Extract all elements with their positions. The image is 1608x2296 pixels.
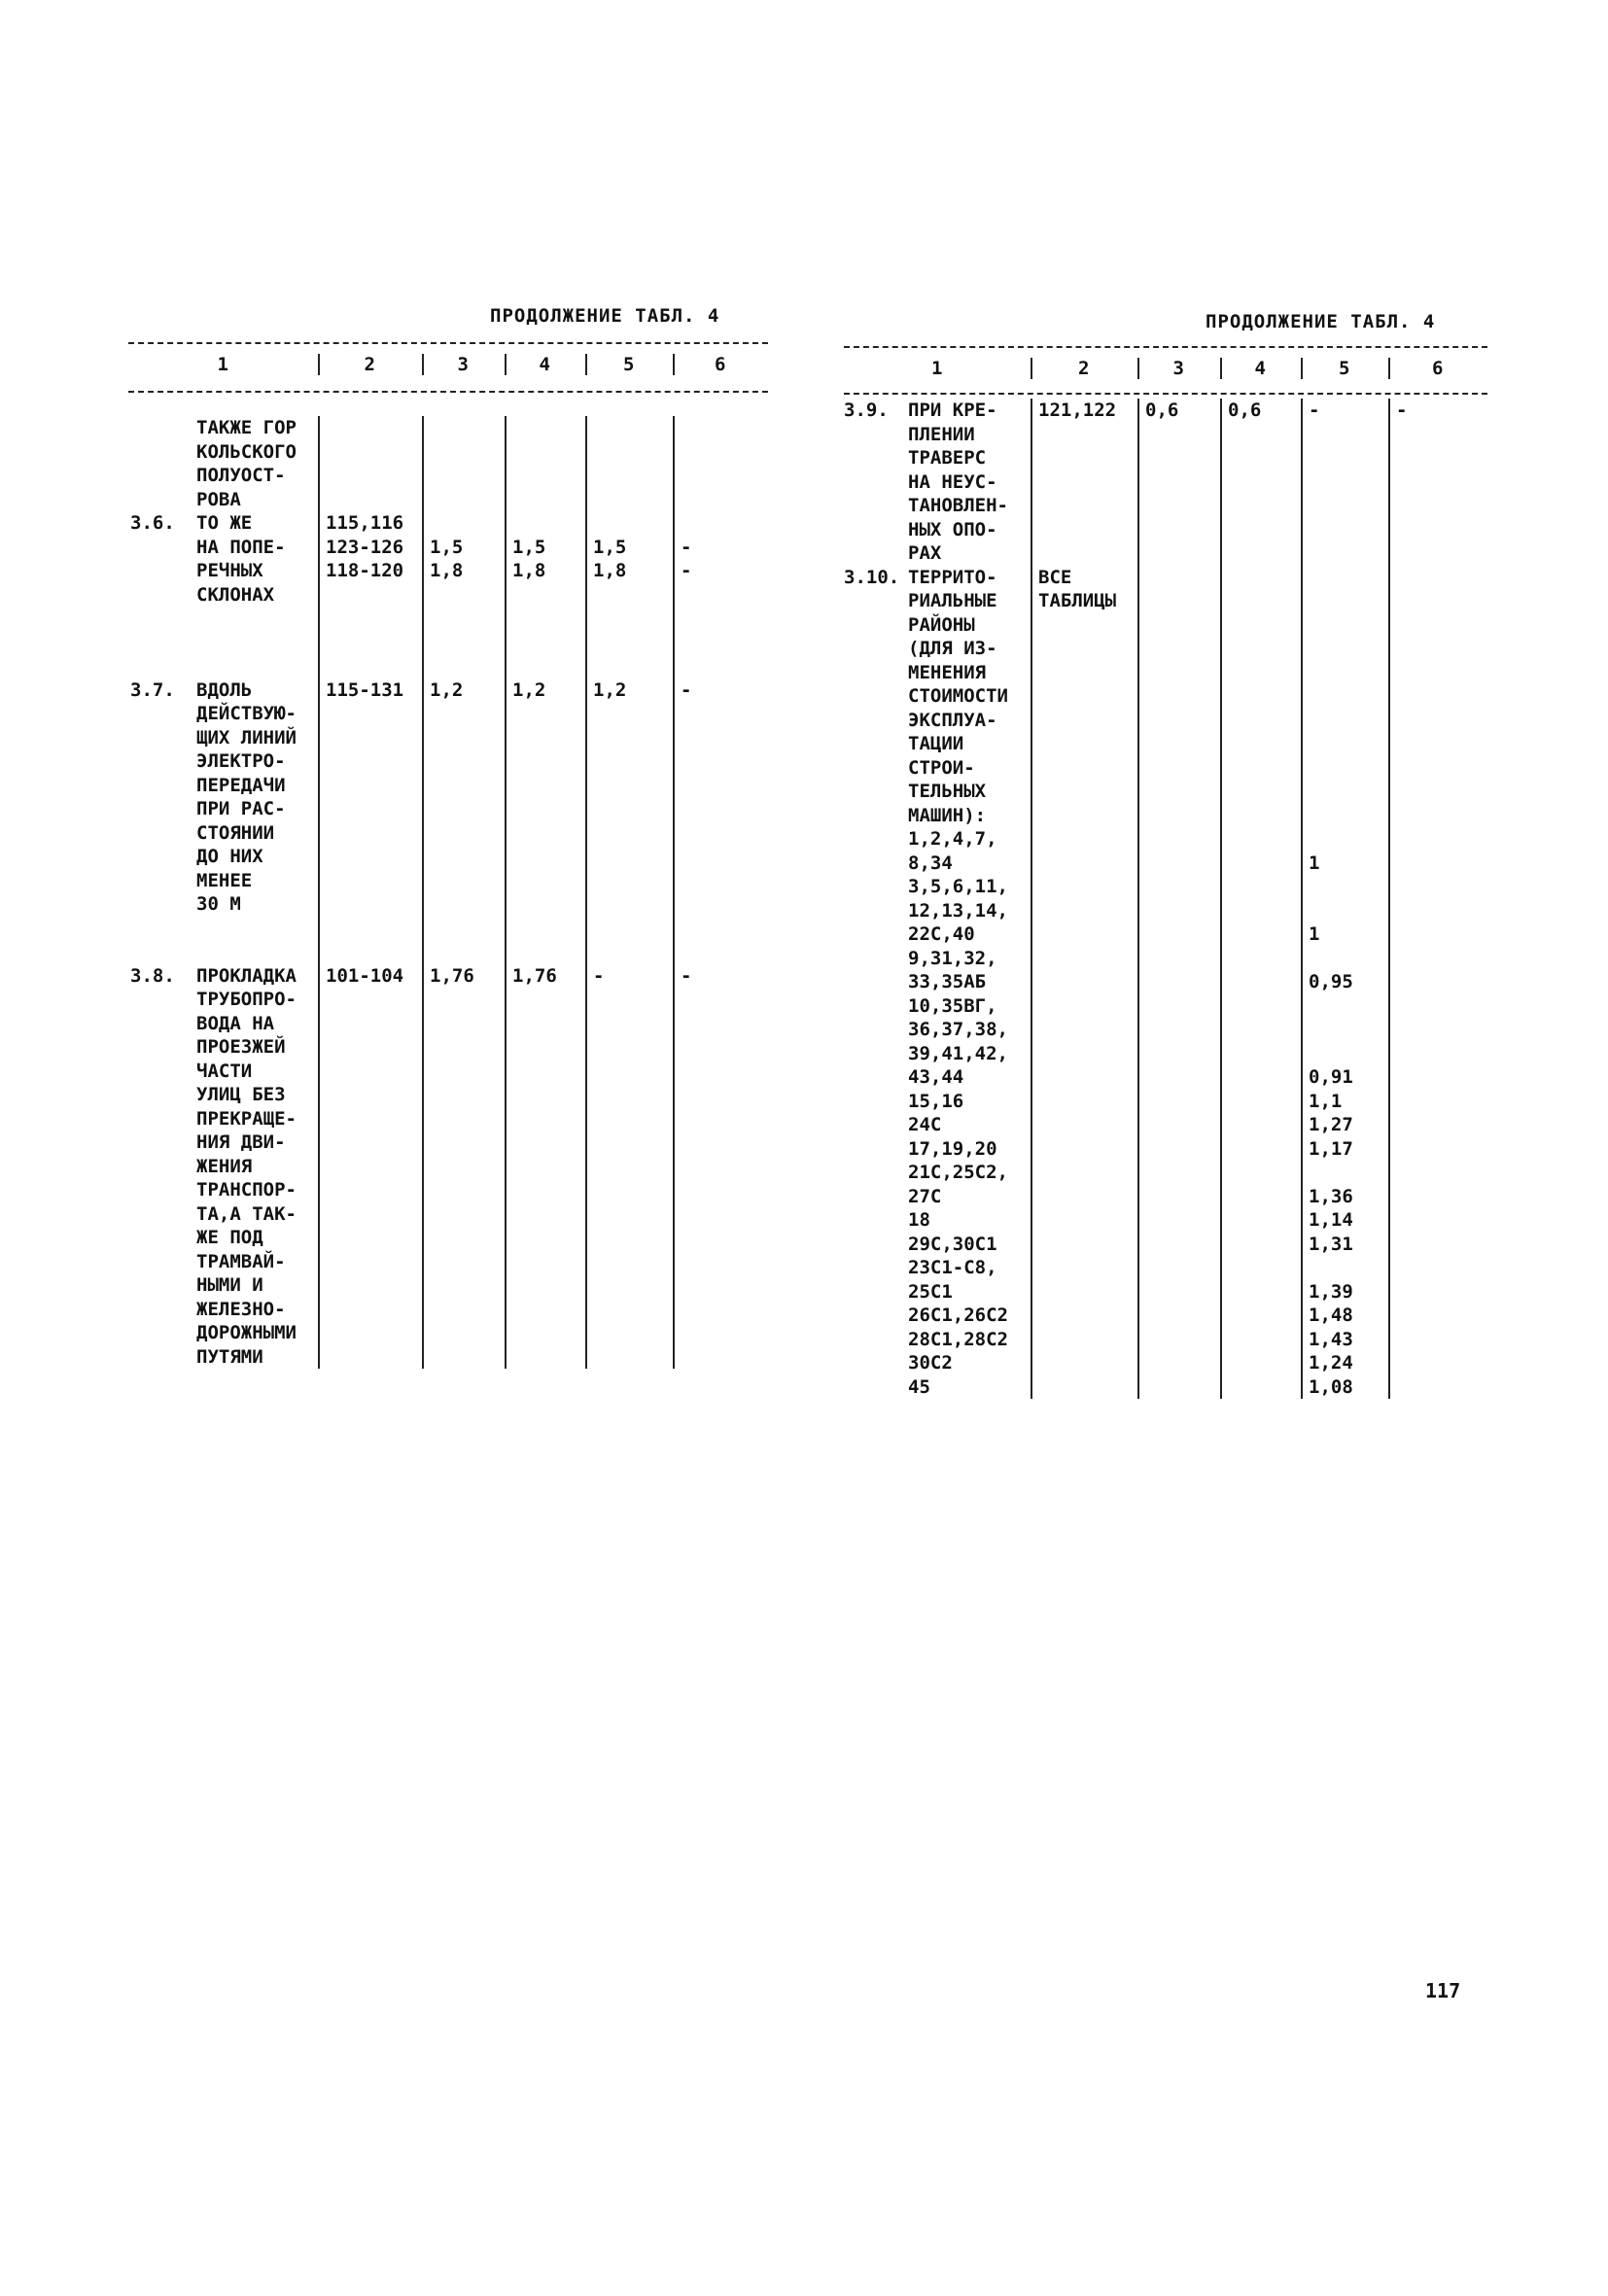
row-description-line: 30С2: [908, 1352, 953, 1374]
row-description-line: 27С: [908, 1185, 942, 1207]
row-description-line: ТРАНСПОР-: [196, 1179, 297, 1200]
row-description-line: ПРЕКРАЩЕ-: [196, 1107, 297, 1130]
column-header-3: 3: [1172, 358, 1184, 379]
cell-col-5: -: [1309, 400, 1320, 421]
header-separator: [1220, 358, 1222, 379]
header-separator: [505, 354, 507, 375]
cell-col-4: 1,5 1,8: [512, 536, 546, 581]
column-header-6: 6: [715, 354, 726, 375]
cell-col-5: 0,91: [1309, 1066, 1353, 1088]
row-description-line: ПРОКЛАДКА: [196, 964, 297, 987]
row-description-line: 18: [908, 1209, 930, 1231]
cell-col-3: 0,6: [1145, 400, 1179, 421]
cell-col-5: 1: [1309, 923, 1320, 945]
page-number: 117: [1425, 1979, 1461, 2002]
row-description-line: СТРОИ-: [908, 756, 975, 779]
row-description-line: 33,35АБ: [908, 971, 987, 992]
row-description-line: НИЯ ДВИ-: [196, 1131, 286, 1153]
row-description-line: 39,41,42,: [908, 1042, 1008, 1064]
row-description-line: ДО НИХ: [196, 846, 263, 867]
header-bottom-rule: [128, 391, 768, 393]
column-header-6: 6: [1432, 358, 1444, 379]
row-description-line: СКЛОНАХ: [196, 583, 275, 606]
header-separator: [1031, 358, 1032, 379]
row-description-line: ВДОЛЬ: [196, 678, 253, 701]
row-description-line: МЕНЕЕ: [196, 869, 253, 891]
row-description-line: ПУТЯМИ: [196, 1345, 263, 1368]
row-description-line: ПЕРЕДАЧИ: [196, 774, 286, 796]
row-description-line: ПРИ КРЕ-: [908, 400, 997, 421]
row-description-line: РАЙОНЫ: [908, 613, 975, 636]
row-description-line: ЩИХ ЛИНИЙ: [196, 726, 297, 748]
cell-col-5: 1,1: [1309, 1090, 1343, 1112]
cell-col-5: 1,48: [1309, 1305, 1353, 1326]
row-description-line: ДОРОЖНЫМИ: [196, 1322, 297, 1343]
row-description-line: 28С1,28С2: [908, 1328, 1008, 1350]
column-header-5: 5: [1339, 358, 1350, 379]
column-header-5: 5: [623, 354, 635, 375]
header-top-rule: [128, 342, 768, 344]
cell-col-5: 1,24: [1309, 1352, 1353, 1374]
row-description-line: 26С1,26С2: [908, 1305, 1008, 1326]
row-description-line: 30 М: [196, 893, 241, 915]
row-number: 3.7.: [130, 678, 175, 701]
row-description-line: 3,5,6,11,: [908, 876, 1008, 897]
header-separator: [1301, 358, 1303, 379]
row-description-line: РАХ: [908, 542, 942, 564]
row-description-line: РИАЛЬНЫЕ: [908, 590, 997, 611]
column-separator: [1301, 399, 1303, 1399]
row-description-line: 25С1: [908, 1280, 953, 1303]
column-separator: [1137, 399, 1139, 1399]
column-header-1: 1: [931, 358, 943, 379]
row-description-line: (ДЛЯ ИЗ-: [908, 638, 997, 659]
column-separator: [1031, 399, 1032, 1399]
table-caption: ПРОДОЛЖЕНИЕ ТАБЛ. 4: [1206, 311, 1436, 332]
header-top-rule: [844, 346, 1487, 348]
column-header-3: 3: [457, 354, 469, 375]
row-description-line: ЖЕНИЯ: [196, 1155, 253, 1177]
row-number: 3.6.: [130, 512, 175, 534]
column-header-4: 4: [1254, 358, 1266, 379]
row-description-line: ДЕЙСТВУЮ-: [196, 703, 297, 724]
row-description-line: 24С: [908, 1114, 942, 1135]
row-description-line: ЖЕ ПОД: [196, 1227, 263, 1248]
row-description-line: ТРУБОПРО-: [196, 989, 297, 1010]
cell-col-5: 1,36: [1309, 1185, 1353, 1207]
header-separator: [585, 354, 587, 375]
column-separator: [318, 416, 320, 1369]
row-description-line: ТАКЖЕ ГОР: [196, 417, 297, 438]
cell-col-4: 0,6: [1228, 400, 1262, 421]
row-description-line: 43,44: [908, 1066, 964, 1088]
cell-col-6: - -: [681, 536, 692, 581]
row-description-line: 45: [908, 1375, 930, 1398]
row-description-line: НА ПОПЕ-: [196, 536, 286, 558]
cell-col-2: 121,122: [1038, 400, 1117, 421]
row-description-line: ТЕРРИТО-: [908, 566, 997, 588]
row-description-line: НА НЕУС-: [908, 470, 997, 493]
cell-col-5: 1,14: [1309, 1209, 1353, 1231]
cell-col-5: 1,17: [1309, 1137, 1353, 1160]
row-description-line: ТРАМВАЙ-: [196, 1250, 286, 1272]
row-description-line: ЭКСПЛУА-: [908, 709, 997, 731]
cell-col-2: 115,116 123-126 118-120: [326, 512, 404, 581]
row-description-line: МАШИН):: [908, 804, 987, 826]
row-description-line: ЭЛЕКТРО-: [196, 750, 286, 772]
row-description-line: РЕЧНЫХ: [196, 560, 263, 581]
row-number: 3.8.: [130, 964, 175, 987]
row-description-line: ПЛЕНИИ: [908, 423, 975, 445]
header-separator: [1388, 358, 1390, 379]
row-description-line: КОЛЬСКОГО: [196, 440, 297, 463]
cell-col-3: 1,76: [430, 964, 474, 987]
row-description-line: 15,16: [908, 1090, 964, 1112]
cell-col-2: ВСЕ ТАБЛИЦЫ: [1038, 566, 1117, 611]
column-separator: [673, 416, 675, 1369]
row-description-line: 22С,40: [908, 923, 975, 945]
row-description-line: 23С1-С8,: [908, 1257, 997, 1278]
cell-col-5: 0,95: [1309, 971, 1353, 992]
header-separator: [318, 354, 320, 375]
row-description-line: 36,37,38,: [908, 1019, 1008, 1040]
cell-col-5: 1: [1309, 852, 1320, 874]
cell-col-2: 101-104: [326, 964, 404, 987]
row-description-line: ТА,А ТАК-: [196, 1202, 297, 1225]
row-description-line: ЧАСТИ: [196, 1060, 253, 1082]
cell-col-6: -: [681, 678, 692, 701]
row-description-line: ЖЕЛЕЗНО-: [196, 1298, 286, 1320]
row-number: 3.10.: [844, 566, 900, 588]
row-description-line: СТОЯНИИ: [196, 821, 275, 844]
cell-col-5: 1,43: [1309, 1328, 1353, 1350]
column-header-2: 2: [364, 354, 375, 375]
left-table: [128, 301, 768, 1371]
column-separator: [585, 416, 587, 1369]
header-bottom-rule: [844, 393, 1487, 395]
cell-col-5: 1,2: [593, 678, 627, 701]
row-description-line: 29С,30С1: [908, 1233, 997, 1255]
column-separator: [422, 416, 424, 1369]
header-separator: [422, 354, 424, 375]
row-description-line: УЛИЦ БЕЗ: [196, 1084, 286, 1105]
right-table: [844, 307, 1487, 1425]
row-description-line: ТО ЖЕ: [196, 512, 253, 534]
row-description-line: СТОИМОСТИ: [908, 685, 1008, 707]
cell-col-6: -: [681, 964, 692, 987]
header-separator: [1137, 358, 1139, 379]
table-caption: ПРОДОЛЖЕНИЕ ТАБЛ. 4: [490, 305, 720, 327]
cell-col-5: -: [593, 964, 605, 987]
column-header-1: 1: [217, 354, 228, 375]
cell-col-5: 1,27: [1309, 1114, 1353, 1135]
row-description-line: 9,31,32,: [908, 947, 997, 969]
row-description-line: РОВА: [196, 488, 241, 510]
row-description-line: 17,19,20: [908, 1137, 997, 1160]
cell-col-5: 1,31: [1309, 1233, 1353, 1255]
row-description-line: 21С,25С2,: [908, 1162, 1008, 1183]
row-description-line: 10,35ВГ,: [908, 994, 997, 1017]
row-description-line: 8,34: [908, 852, 953, 874]
row-description-line: НЫМИ И: [196, 1274, 263, 1296]
cell-col-2: 115-131: [326, 678, 404, 701]
row-description-line: ТРАВЕРС: [908, 447, 987, 469]
row-description-line: 1,2,4,7,: [908, 828, 997, 850]
row-description-line: ТАНОВЛЕН-: [908, 495, 1008, 516]
row-description-line: МЕНЕНИЯ: [908, 661, 987, 683]
cell-col-4: 1,2: [512, 678, 546, 701]
header-separator: [673, 354, 675, 375]
cell-col-6: -: [1396, 400, 1408, 421]
cell-col-3: 1,5 1,8: [430, 536, 464, 581]
cell-col-4: 1,76: [512, 964, 557, 987]
cell-col-5: 1,39: [1309, 1280, 1353, 1303]
row-description-line: ВОДА НА: [196, 1012, 275, 1034]
row-number: 3.9.: [844, 400, 889, 421]
row-description-line: ПОЛУОСТ-: [196, 465, 286, 486]
row-description-line: ПРОЕЗЖЕЙ: [196, 1036, 286, 1058]
column-separator: [1220, 399, 1222, 1399]
cell-col-5: 1,5 1,8: [593, 536, 627, 581]
column-header-4: 4: [539, 354, 550, 375]
row-description-line: 12,13,14,: [908, 899, 1008, 922]
cell-col-5: 1,08: [1309, 1375, 1353, 1398]
cell-col-3: 1,2: [430, 678, 464, 701]
column-separator: [505, 416, 507, 1369]
row-description-line: ТАЦИИ: [908, 733, 964, 754]
row-description-line: ТЕЛЬНЫХ: [908, 781, 987, 802]
column-separator: [1388, 399, 1390, 1399]
column-header-2: 2: [1078, 358, 1090, 379]
row-description-line: НЫХ ОПО-: [908, 518, 997, 540]
row-description-line: ПРИ РАС-: [196, 798, 286, 819]
